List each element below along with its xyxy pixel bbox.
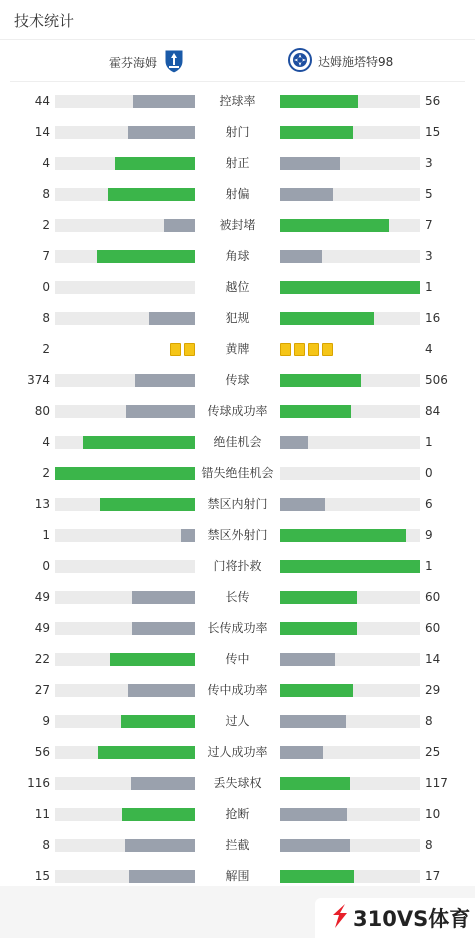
away-stat-value: 1	[425, 435, 433, 449]
home-stat-value: 8	[42, 311, 50, 325]
home-stat-value: 4	[42, 435, 50, 449]
stat-row	[0, 241, 475, 272]
home-stat-value: 22	[34, 652, 50, 666]
home-stat-bar	[55, 777, 195, 790]
away-stat-bar-fill	[280, 684, 353, 697]
home-team-name: 霍芬海姆	[108, 55, 157, 70]
away-stat-bar	[280, 839, 420, 852]
stat-row	[0, 675, 475, 706]
home-stat-bar	[55, 591, 195, 604]
home-stat-value: 49	[34, 590, 50, 604]
stat-row	[0, 148, 475, 179]
team-header	[10, 40, 465, 82]
stat-label: 控球率	[219, 94, 256, 108]
away-stat-value: 4	[425, 342, 433, 356]
home-stat-bar-fill	[133, 95, 195, 108]
away-stat-bar-fill	[280, 870, 354, 883]
away-stat-bar-fill	[280, 591, 357, 604]
home-stat-bar	[55, 219, 195, 232]
away-stat-bar-fill	[280, 95, 358, 108]
away-stat-bar-fill	[280, 312, 374, 325]
away-stat-bar	[280, 436, 420, 449]
home-stat-bar	[55, 405, 195, 418]
home-stat-bar	[55, 250, 195, 263]
home-stat-bar-fill	[115, 157, 195, 170]
home-stat-bar	[55, 746, 195, 759]
home-stat-bar-fill	[132, 622, 195, 635]
home-stat-bar	[55, 374, 195, 387]
away-stat-bar-fill	[280, 529, 406, 542]
away-stat-bar-fill	[280, 126, 353, 139]
stat-label: 犯规	[225, 311, 250, 325]
away-stat-bar-fill	[280, 405, 351, 418]
stat-label: 传中	[225, 652, 250, 666]
home-stat-value: 8	[42, 187, 50, 201]
stat-label: 被封堵	[219, 218, 256, 232]
away-stat-value: 3	[425, 249, 433, 263]
away-stat-bar	[280, 529, 420, 542]
away-stat-bar	[280, 684, 420, 697]
home-stat-bar	[55, 622, 195, 635]
away-stat-bar-fill	[280, 436, 308, 449]
home-stat-bar-fill	[131, 777, 195, 790]
home-stat-bar	[55, 870, 195, 883]
home-stat-bar-fill	[122, 808, 195, 821]
yellow-card-icon	[280, 343, 291, 356]
home-stat-value: 15	[34, 869, 50, 883]
home-stat-bar-fill	[149, 312, 195, 325]
away-stat-bar	[280, 312, 420, 325]
page-title	[0, 0, 475, 40]
home-stat-value: 44	[34, 94, 50, 108]
stat-row	[0, 303, 475, 334]
home-stat-value: 13	[34, 497, 50, 511]
away-stat-bar	[280, 746, 420, 759]
home-stat-bar-fill	[126, 405, 195, 418]
away-team[interactable]	[288, 48, 393, 75]
away-stat-value: 9	[425, 528, 433, 542]
home-stat-bar	[55, 498, 195, 511]
stat-row	[0, 489, 475, 520]
home-stat-value: 80	[34, 404, 50, 418]
home-stat-bar	[55, 95, 195, 108]
away-stat-bar	[280, 157, 420, 170]
stat-row	[0, 334, 475, 365]
home-stat-value: 4	[42, 156, 50, 170]
away-stat-bar-fill	[280, 808, 347, 821]
away-stat-bar-fill	[280, 839, 350, 852]
home-stat-bar-fill	[132, 591, 195, 604]
yellow-card-icon	[184, 343, 195, 356]
home-stat-value: 374	[27, 373, 50, 387]
away-stat-bar-fill	[280, 622, 357, 635]
away-stat-bar	[280, 808, 420, 821]
home-stat-bar-fill	[55, 467, 195, 480]
home-stat-value: 9	[42, 714, 50, 728]
stat-row	[0, 179, 475, 210]
stat-label: 长传	[225, 590, 250, 604]
away-stat-bar	[280, 126, 420, 139]
away-stat-bar-fill	[280, 281, 420, 294]
stat-row	[0, 830, 475, 861]
home-stat-bar-fill	[108, 188, 195, 201]
home-stat-value: 8	[42, 838, 50, 852]
home-stat-value: 56	[34, 745, 50, 759]
away-stat-bar	[280, 870, 420, 883]
away-stat-value: 25	[425, 745, 441, 759]
stat-row	[0, 799, 475, 830]
away-stat-bar-fill	[280, 746, 323, 759]
stat-label: 禁区内射门	[207, 497, 268, 511]
home-stat-bar-fill	[83, 436, 195, 449]
away-stat-bar	[280, 653, 420, 666]
away-stat-value: 7	[425, 218, 433, 232]
home-stat-bar-fill	[129, 870, 195, 883]
stat-row	[0, 613, 475, 644]
away-stat-bar	[280, 374, 420, 387]
away-stat-bar	[280, 467, 420, 480]
away-stat-value: 10	[425, 807, 441, 821]
away-stat-value: 506	[425, 373, 448, 387]
away-stat-bar	[280, 188, 420, 201]
stat-label: 越位	[225, 280, 250, 294]
away-stat-value: 84	[425, 404, 441, 418]
away-stat-value: 5	[425, 187, 433, 201]
stat-label: 丢失球权	[213, 776, 262, 790]
away-stat-bar-fill	[280, 250, 322, 263]
away-stat-bar	[280, 560, 420, 573]
stat-label: 射门	[225, 125, 250, 139]
home-stat-bar	[55, 560, 195, 573]
stat-row	[0, 706, 475, 737]
home-stat-value: 11	[34, 807, 50, 821]
away-stat-bar	[280, 250, 420, 263]
away-stat-value: 56	[425, 94, 441, 108]
yellow-card-icon	[294, 343, 305, 356]
home-stat-bar-fill	[100, 498, 195, 511]
away-stat-value: 17	[425, 869, 441, 883]
home-stat-value: 116	[27, 776, 50, 790]
stat-row	[0, 768, 475, 799]
home-stat-bar	[55, 281, 195, 294]
yellow-card-icon	[322, 343, 333, 356]
stat-label: 禁区外射门	[207, 528, 268, 542]
away-stat-bar	[280, 405, 420, 418]
stat-label: 解围	[225, 869, 250, 883]
away-team-name: 达姆施塔特98	[318, 54, 394, 69]
home-stat-bar	[55, 684, 195, 697]
home-stat-bar-fill	[121, 715, 195, 728]
home-stat-bar	[55, 529, 195, 542]
home-stat-bar	[55, 715, 195, 728]
away-stat-bar-fill	[280, 777, 350, 790]
stat-label: 传中成功率	[207, 683, 268, 697]
stat-label: 黄牌	[225, 342, 250, 356]
stat-label: 错失绝佳机会	[201, 466, 274, 480]
home-stat-bar	[55, 653, 195, 666]
home-stat-value: 1	[42, 528, 50, 542]
home-stat-bar	[55, 188, 195, 201]
footer	[0, 886, 475, 938]
stat-label: 射偏	[225, 187, 250, 201]
stat-label: 长传成功率	[207, 621, 268, 635]
darmstadt-crest-icon	[288, 48, 312, 75]
away-stat-bar	[280, 95, 420, 108]
stat-label: 传球成功率	[207, 404, 268, 418]
home-stat-value: 2	[42, 218, 50, 232]
home-stat-bar-fill	[181, 529, 195, 542]
away-stat-bar-fill	[280, 188, 333, 201]
home-stat-bar	[55, 126, 195, 139]
away-stat-value: 14	[425, 652, 441, 666]
home-stat-bar-fill	[98, 746, 195, 759]
stat-row	[0, 520, 475, 551]
away-stat-value: 16	[425, 311, 441, 325]
stat-label: 射正	[225, 156, 250, 170]
home-stat-value: 2	[42, 342, 50, 356]
home-stat-bar-fill	[135, 374, 195, 387]
stat-label: 传球	[225, 373, 250, 387]
away-stat-bar	[280, 498, 420, 511]
away-yellow-cards	[280, 343, 333, 356]
home-stat-value: 49	[34, 621, 50, 635]
lightning-s-logo-icon	[329, 903, 349, 933]
stat-row	[0, 86, 475, 117]
yellow-card-icon	[170, 343, 181, 356]
stat-label: 抢断	[225, 807, 250, 821]
stat-row	[0, 396, 475, 427]
away-stat-bar	[280, 591, 420, 604]
away-stat-value: 1	[425, 280, 433, 294]
home-stat-bar	[55, 808, 195, 821]
away-stat-bar-fill	[280, 653, 335, 666]
stat-label: 绝佳机会	[213, 435, 262, 449]
stat-row	[0, 644, 475, 675]
hoffenheim-crest-icon	[163, 48, 185, 77]
home-stat-bar-fill	[97, 250, 195, 263]
stat-label: 角球	[225, 249, 250, 263]
away-stat-bar-fill	[280, 560, 420, 573]
home-stat-value: 0	[42, 280, 50, 294]
stat-label: 门将扑救	[213, 559, 262, 573]
home-stat-bar-fill	[164, 219, 195, 232]
stat-row	[0, 551, 475, 582]
away-stat-value: 6	[425, 497, 433, 511]
away-stat-bar	[280, 777, 420, 790]
away-stat-value: 15	[425, 125, 441, 139]
away-stat-value: 29	[425, 683, 441, 697]
away-stat-bar-fill	[280, 374, 361, 387]
stat-row	[0, 117, 475, 148]
away-stat-value: 8	[425, 714, 433, 728]
home-stat-bar	[55, 839, 195, 852]
home-stat-bar-fill	[128, 684, 195, 697]
home-yellow-cards	[170, 343, 195, 356]
away-stat-value: 60	[425, 590, 441, 604]
stat-row	[0, 210, 475, 241]
away-stat-value: 8	[425, 838, 433, 852]
stat-row	[0, 458, 475, 489]
home-stat-bar-fill	[125, 839, 195, 852]
home-stat-value: 7	[42, 249, 50, 263]
home-stat-value: 0	[42, 559, 50, 573]
away-stat-value: 1	[425, 559, 433, 573]
home-stat-bar	[55, 312, 195, 325]
stat-label: 过人	[225, 714, 250, 728]
yellow-card-icon	[308, 343, 319, 356]
home-stat-bar-fill	[110, 653, 195, 666]
home-stat-bar	[55, 467, 195, 480]
home-stat-value: 2	[42, 466, 50, 480]
away-stat-value: 0	[425, 466, 433, 480]
stats-table	[0, 86, 475, 892]
away-stat-bar-fill	[280, 219, 389, 232]
away-stat-bar-fill	[280, 498, 325, 511]
away-stat-value: 3	[425, 156, 433, 170]
home-stat-bar	[55, 157, 195, 170]
away-stat-bar	[280, 715, 420, 728]
brand-watermark[interactable]	[315, 898, 475, 938]
home-stat-value: 27	[34, 683, 50, 697]
stat-row	[0, 272, 475, 303]
away-stat-value: 117	[425, 776, 448, 790]
stat-row	[0, 737, 475, 768]
home-stat-value: 14	[34, 125, 50, 139]
away-stat-bar	[280, 219, 420, 232]
home-stat-bar	[55, 436, 195, 449]
away-stat-bar	[280, 622, 420, 635]
stat-row	[0, 582, 475, 613]
away-stat-value: 60	[425, 621, 441, 635]
away-stat-bar-fill	[280, 715, 346, 728]
stat-label: 过人成功率	[207, 745, 268, 759]
page-title-text: 技术统计	[14, 12, 75, 30]
stat-row	[0, 427, 475, 458]
stat-label: 拦截	[225, 838, 250, 852]
home-team[interactable]	[109, 48, 185, 77]
away-stat-bar	[280, 281, 420, 294]
stat-row	[0, 365, 475, 396]
away-stat-bar-fill	[280, 157, 340, 170]
brand-text: 310VS体育	[353, 907, 471, 931]
home-stat-bar-fill	[128, 126, 195, 139]
